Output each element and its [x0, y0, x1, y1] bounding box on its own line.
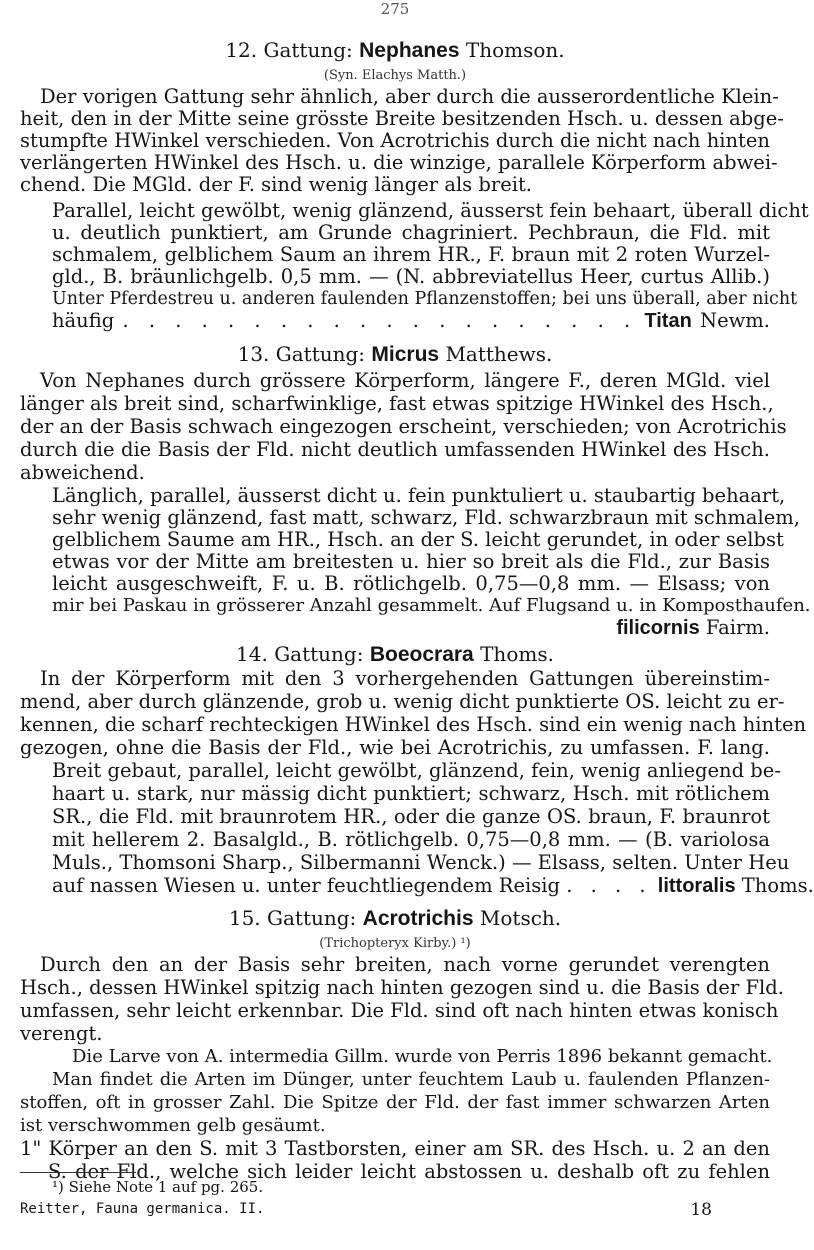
genus-label: 12. Gattung: — [225, 38, 353, 62]
leader-dots: . . . . — [566, 874, 652, 897]
leader-dots: . . . . . . . . . . . . . . . . . . . . — [122, 309, 637, 332]
text-line: Man findet die Arten im Dünger, unter feuchtem Laub u. faulenden Pflanzen- — [52, 1069, 770, 1090]
genus-label: 15. Gattung: — [228, 906, 357, 930]
text-line: leicht ausgeschweift, F. u. B. rötlichgelb. 0,75—0,8 mm. — Elsass; von — [52, 572, 770, 595]
species-line — [52, 310, 770, 332]
text-line: länger als breit sind, scharfwinklige, fast etwas spitzige HWinkel des Hsch., — [20, 392, 774, 415]
text-line: chend. Die MGld. der F. sind wenig länger als breit. — [20, 173, 532, 196]
text-line: sehr wenig glänzend, fast matt, schwarz, Fld. schwarzbraun mit schmalem, — [52, 506, 800, 529]
species-line — [52, 617, 770, 639]
text-line: stoffen, oft in grosser Zahl. Die Spitze der Fld. der fast immer schwarzen Arten — [20, 1092, 770, 1113]
text-line: abweichend. — [20, 461, 145, 484]
footnote: ¹) Siehe Note 1 auf pg. 265. — [52, 1178, 264, 1196]
text-line: kennen, die scharf rechteckigen HWinkel des Hsch. sind ein wenig nach hinten — [20, 713, 807, 736]
synonym-line: (Syn. Elachys Matth.) — [323, 68, 467, 83]
text-line: Muls., Thomsoni Sharp., Silbermanni Wenck.) — Elsass, selten. Unter Heu — [52, 851, 790, 874]
text-line: haart u. stark, nur mässig dicht punktiert; schwarz, Hsch. mit rötlichem — [52, 782, 770, 805]
genus-author: Motsch. — [479, 906, 562, 930]
footer-source: Reitter, Fauna germanica. II. — [20, 1201, 265, 1217]
text-line: Hsch., dessen HWinkel spitzig nach hinten gezogen sind u. die Basis der Fld. — [20, 976, 784, 999]
genus-name: Nephanes — [359, 39, 460, 62]
text-line: u. deutlich punktiert, am Grunde chagriniert. Pechbraun, die Fld. mit — [52, 221, 770, 244]
text-line: Die Larve von A. intermedia Gillm. wurde von Perris 1896 bekannt gemacht. — [72, 1046, 773, 1067]
species-name: Titan — [644, 310, 692, 332]
genus-name: Micrus — [371, 343, 440, 366]
species-name: littoralis — [657, 875, 736, 897]
genus-label: 13. Gattung: — [237, 342, 366, 366]
text-line: SR., die Fld. mit braunrotem HR., oder die ganze OS. braun, F. braunrot — [52, 805, 770, 828]
text-line: Von Nephanes durch grössere Körperform, längere F., deren MGld. viel — [40, 369, 770, 392]
text-line: etwas vor der Mitte am breitesten u. hier so breit als die Fld., zur Basis — [52, 550, 770, 573]
text-fragment: auf nassen Wiesen u. unter feuchtliegendem Reisig — [52, 874, 560, 897]
genus-author: Matthews. — [445, 342, 553, 366]
species-name: filicornis — [616, 617, 700, 639]
text-line: mit hellerem 2. Basalgld., B. rötlichgelb. 0,75—0,8 mm. — (B. variolosa — [52, 828, 770, 851]
text-line: S. der Fld., welche sich leider leicht abstossen u. deshalb oft zu fehlen — [48, 1160, 770, 1183]
species-author: Thoms. — [741, 874, 814, 897]
genus-author: Thomson. — [465, 38, 565, 62]
text-line: stumpfte HWinkel verschieden. Von Acrotrichis durch die nicht nach hinten — [20, 129, 770, 152]
genus-heading-14 — [0, 642, 790, 667]
species-line — [52, 874, 814, 897]
text-line: heit, den in der Mitte seine grösste Breite besitzenden Hsch. u. dessen abge- — [20, 107, 784, 130]
text-line: der an der Basis schwach eingezogen erscheint, verschieden; von Acrotrichis — [20, 415, 787, 438]
page-number: 18 — [690, 1200, 712, 1220]
genus-author: Thoms. — [480, 642, 554, 666]
text-line: gld., B. bräunlichgelb. 0,5 mm. — (N. abbreviatellus Heer, curtus Allib.) — [52, 265, 770, 288]
text-line: umfassen, sehr leicht erkennbar. Die Fld. sind oft nach hinten etwas konisch — [20, 999, 779, 1022]
text-line: ist verschwommen gelb gesäumt. — [20, 1115, 326, 1136]
synonym-line: (Trichopteryx Kirby.) ¹) — [319, 936, 471, 951]
genus-name: Boeocrara — [369, 643, 474, 666]
species-author: Newm. — [700, 309, 770, 332]
text-line: mir bei Paskau in grösserer Anzahl gesammelt. Auf Flugsand u. in Komposthaufen. — [52, 595, 811, 616]
species-author: Fairm. — [705, 616, 770, 639]
text-line: Unter Pferdestreu u. anderen faulenden Pflanzenstoffen; bei uns überall, aber nicht — [52, 289, 798, 309]
text-line: In der Körperform mit den 3 vorhergehenden Gattungen übereinstim- — [40, 667, 770, 690]
text-line: Durch den an der Basis sehr breiten, nach vorne gerundet verengten — [40, 953, 770, 976]
text-line: durch die die Basis der Fld. nicht deutlich umfassenden HWinkel des Hsch. — [20, 438, 770, 461]
genus-name: Acrotrichis — [362, 907, 474, 930]
text-line: 1" Körper an den S. mit 3 Tastborsten, einer am SR. des Hsch. u. 2 an den — [20, 1137, 770, 1160]
page-number-top: 275 — [380, 0, 410, 18]
text-line: gelblichem Saume am HR., Hsch. an der S. leicht gerundet, in oder selbst — [52, 528, 784, 551]
text-line: mend, aber durch glänzende, grob u. wenig dicht punktierte OS. leicht zu er- — [20, 690, 785, 713]
text-line: Der vorigen Gattung sehr ähnlich, aber durch die ausserordentliche Klein- — [40, 85, 779, 108]
text-line: verengt. — [20, 1022, 103, 1045]
text-line: Breit gebaut, parallel, leicht gewölbt, glänzend, fein, wenig anliegend be- — [52, 759, 781, 782]
genus-label: 14. Gattung: — [236, 642, 364, 666]
genus-heading-12 — [0, 38, 790, 63]
genus-heading-15 — [0, 906, 790, 931]
text-line: Länglich, parallel, äusserst dicht u. fein punktuliert u. staubartig behaart, — [52, 484, 786, 507]
text-line: gezogen, ohne die Basis der Fld., wie bei Acrotrichis, zu umfassen. F. lang. — [20, 736, 770, 759]
genus-heading-13 — [0, 342, 790, 367]
text-line: schmalem, gelblichem Saum an ihrem HR., F. braun mit 2 roten Wurzel- — [52, 243, 770, 266]
text-fragment: häufig — [52, 309, 115, 332]
text-line: verlängerten HWinkel des Hsch. u. die winzige, parallele Körperform abwei- — [20, 151, 778, 174]
text-line: Parallel, leicht gewölbt, wenig glänzend, äusserst fein behaart, überall dicht — [52, 199, 809, 222]
footnote-rule — [20, 1172, 136, 1173]
